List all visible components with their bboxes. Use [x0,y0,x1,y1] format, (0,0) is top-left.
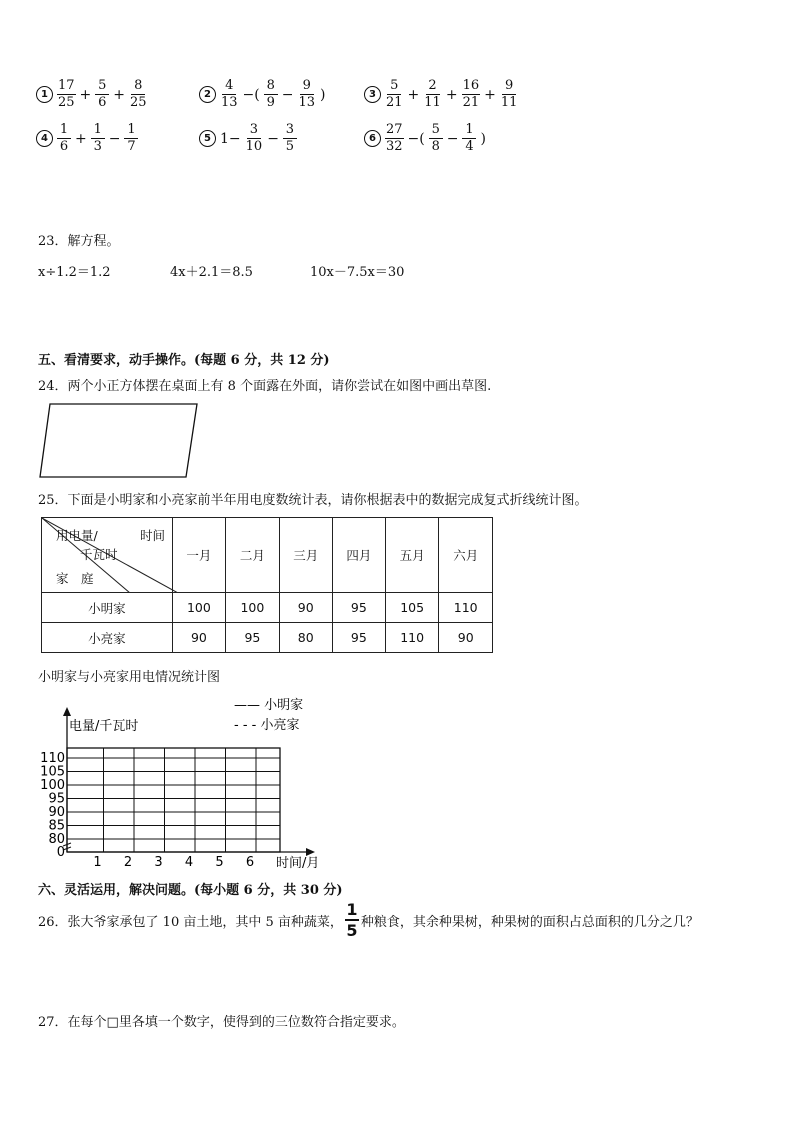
section-6-heading: 六、灵活运用，解决问题。(每小题 6 分，共 30 分) [38,883,343,898]
table-cell: 95 [226,623,280,653]
operator: − [446,130,459,147]
question-26-text-end: 种粮食，其余种果树，种果树的面积占总面积的几分之几？ [360,914,699,930]
fraction-numerator: 1 [346,900,358,919]
table-cell: 110 [439,593,493,623]
operator: − [108,130,121,147]
x-tick-label: 5 [215,855,224,870]
equation-1: x÷1.2＝1.2 [38,265,111,280]
table-cell: 90 [439,623,493,653]
fraction: $\frac{4}{13}$ [221,78,238,110]
question-26-text-start: 26．张大爷家承包了 10 亩土地，其中 5 亩种蔬菜， [38,914,343,930]
operator: − [281,86,294,103]
y-axis-arrow [63,707,71,716]
table-cell: 100 [172,593,226,623]
operator: − [267,130,279,147]
legend-item-xiaoliang: - - - 小亮家 [234,718,300,733]
item-number-badge: 3 [364,86,381,103]
question-23-title: 23．解方程。 [38,234,120,249]
x-tick-label: 1 [93,855,102,870]
fraction: $\frac{27}{32}$ [386,122,403,154]
question-26 [38,900,699,940]
item-number-badge: 2 [199,86,216,103]
y-tick-label: 105 [40,764,65,780]
operator: + [484,86,496,103]
fraction: $\frac{5}{6}$ [95,78,109,111]
question-24-text: 24．两个小正方体摆在桌面上有 8 个面露在外面，请你尝试在如图中画出草图. [38,379,492,394]
operator: + [75,130,87,147]
question-27-text: 27．在每个□里各填一个数字，使得到的三位数符合指定要求。 [38,1015,405,1030]
fraction: $\frac{5}{8}$ [429,122,443,155]
question-25-text: 25．下面是小明家和小亮家前半年用电度数统计表，请你根据表中的数据完成复式折线统计图。 [38,493,588,508]
x-tick-label: 2 [123,855,133,870]
calc-item-1 [36,78,150,111]
calc-item-2 [199,78,328,111]
table-cell: 105 [385,593,439,623]
table-header-row [42,518,493,593]
month-header: 五月 [385,518,439,593]
corner-label-top: 用电量/ [56,528,98,543]
corner-label-time: 时间 [140,528,166,543]
electricity-table [41,517,493,653]
operator: + [445,86,458,103]
operator: + [113,86,126,103]
y-tick-label: 110 [40,751,65,766]
fraction: $\frac{1}{3}$ [91,122,105,155]
fraction: $\frac{1}{7}$ [124,122,138,155]
y-tick-label: 95 [48,791,65,807]
table-cell: 90 [172,623,226,653]
fraction: $\frac{9}{11}$ [500,78,518,110]
fraction: $\frac{9}{13}$ [298,78,316,110]
month-header: 四月 [332,518,385,593]
fraction: $\frac{1}{6}$ [57,122,71,155]
calc-item-3 [364,78,520,111]
equation-2: 4x＋2.1＝8.5 [170,265,253,280]
item-number-badge: 4 [36,130,53,147]
operator: + [407,86,420,103]
row-label: 小亮家 [42,623,173,653]
table-cell: 80 [279,623,332,653]
table-cell: 95 [332,593,385,623]
operator: ) [320,86,326,103]
fraction: $\frac{8}{9}$ [264,78,278,111]
item-number-badge: 5 [199,130,216,147]
y-tick-label: 90 [48,805,65,820]
y-tick-label: 100 [40,778,65,793]
legend-item-xiaoming: —— 小明家 [234,698,304,713]
fraction: $\frac{5}{21}$ [386,78,403,110]
operator: −( [242,86,260,103]
corner-label-unit: 千瓦时 [80,547,118,562]
x-tick-label: 3 [154,855,163,870]
fraction: $\frac{3}{10}$ [245,122,263,154]
operator: ) [480,130,486,147]
fraction: $\frac{3}{5}$ [283,122,297,155]
fraction: $\frac{17}{25}$ [58,78,75,110]
calc-item-5 [199,122,299,155]
corner-label-family: 家 庭 [56,571,94,586]
x-axis-label: 时间/月 [276,856,320,871]
table-row [42,593,493,623]
item-number-badge: 6 [364,130,381,147]
chart-caption: 小明家与小亮家用电情况统计图 [38,670,221,685]
fraction: $\frac{16}{21}$ [462,78,480,110]
month-header: 二月 [226,518,280,593]
operator: + [79,86,92,103]
y-tick-label: 80 [48,832,65,847]
item-number-badge: 1 [36,86,53,103]
fraction: $\frac{2}{11}$ [424,78,441,110]
x-axis-arrow [306,848,315,856]
chart-grid-border [67,748,280,852]
line-chart[interactable] [30,692,350,872]
calc-item-4 [36,122,140,155]
row-label: 小明家 [42,593,173,623]
y-axis-label: 电量/千瓦时 [69,719,139,734]
parallelogram-drawing-area[interactable] [38,402,200,480]
month-header: 三月 [279,518,332,593]
fraction-denominator: 5 [346,921,358,940]
operator: 1− [220,130,241,147]
table-cell: 100 [226,593,280,623]
month-header: 六月 [439,518,493,593]
y-tick-label: 85 [48,818,65,834]
table-cell: 90 [279,593,332,623]
x-tick-label: 6 [245,855,255,870]
fraction: $\frac{8}{25}$ [130,78,147,110]
section-5-heading: 五、看清要求，动手操作。(每题 6 分，共 12 分) [38,353,330,368]
x-tick-label: 4 [184,855,194,870]
month-header: 一月 [172,518,226,593]
fraction-one-fifth [345,900,359,940]
table-cell: 110 [385,623,439,653]
parallelogram-shape [40,404,197,477]
fraction: $\frac{1}{4}$ [462,122,476,155]
table-row [42,623,493,653]
calc-item-6 [364,122,488,155]
table-cell: 95 [332,623,385,653]
operator: −( [407,130,425,147]
y-tick-label: 0 [56,845,65,860]
table-corner-cell [42,518,173,593]
equation-3: 10x－7.5x＝30 [310,265,405,280]
